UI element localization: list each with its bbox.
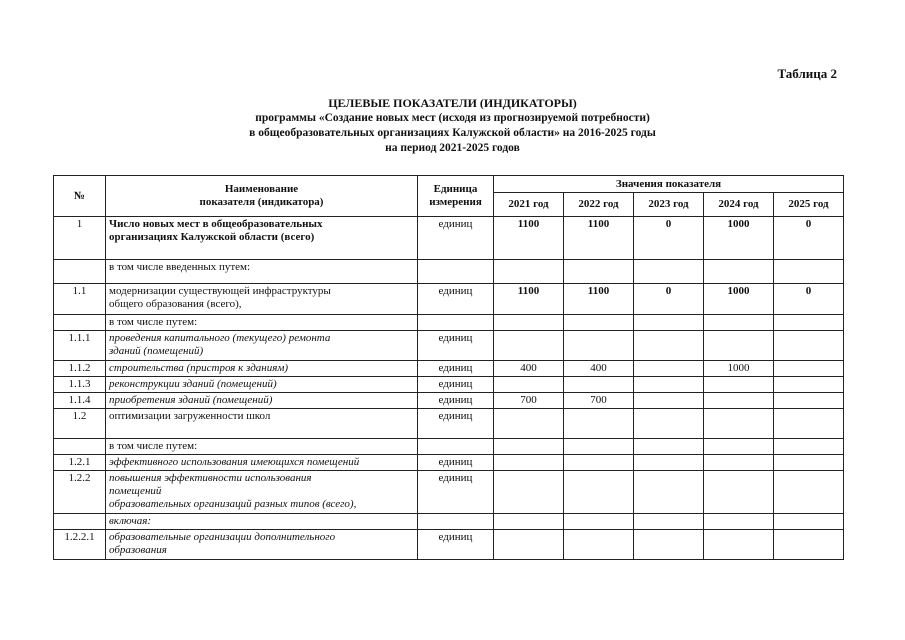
unit-cell: единиц (418, 393, 494, 409)
indicator-name: приобретения зданий (помещений) (106, 393, 418, 409)
value-cell-2022 (564, 455, 634, 471)
indicator-name (106, 530, 418, 560)
indicator-name: эффективного использования имеющихся помещений (106, 455, 418, 471)
value-cell-2023 (634, 530, 704, 560)
unit-cell: единиц (418, 530, 494, 560)
value-cell-2023 (634, 361, 704, 377)
row-number (54, 439, 106, 455)
value-cell-2023 (634, 315, 704, 331)
table-row (54, 260, 844, 284)
row-number: 1.2.2.1 (54, 530, 106, 560)
indicator-name-line: помещений (109, 485, 162, 497)
value-cell-2025 (774, 260, 844, 284)
value-cell-2023 (634, 439, 704, 455)
indicator-name: в том числе путем: (106, 439, 418, 455)
indicator-name-line: образовательные организации дополнительного (109, 531, 336, 543)
column-header-num: № (54, 176, 106, 217)
value-cell-2023 (634, 471, 704, 514)
value-cell-2023 (634, 260, 704, 284)
value-cell-2024: 1000 (704, 284, 774, 315)
table-row (54, 530, 844, 560)
column-header-unit (418, 176, 494, 217)
indicator-name-line: общего образования (всего), (109, 298, 242, 310)
value-cell-2022: 1100 (564, 284, 634, 315)
value-cell-2023: 0 (634, 217, 704, 260)
column-header-name (106, 176, 418, 217)
value-cell-2021 (494, 439, 564, 455)
unit-cell: единиц (418, 377, 494, 393)
value-cell-2024 (704, 393, 774, 409)
table-row (54, 439, 844, 455)
indicator-name (106, 471, 418, 514)
value-cell-2021 (494, 471, 564, 514)
row-number (54, 514, 106, 530)
indicator-name-line: организациях Калужской области (всего) (109, 231, 315, 243)
indicator-name-line: зданий (помещений) (109, 345, 204, 357)
value-cell-2025 (774, 331, 844, 361)
indicator-name (106, 284, 418, 315)
value-cell-2025 (774, 361, 844, 377)
row-number: 1.1 (54, 284, 106, 315)
table-row (54, 331, 844, 361)
value-cell-2023 (634, 514, 704, 530)
value-cell-2025 (774, 514, 844, 530)
value-cell-2024 (704, 471, 774, 514)
unit-cell: единиц (418, 217, 494, 260)
table-row (54, 393, 844, 409)
table-body (54, 217, 844, 560)
table-row (54, 361, 844, 377)
table-row (54, 217, 844, 260)
value-cell-2025 (774, 377, 844, 393)
indicator-name: оптимизации загруженности школ (106, 409, 418, 439)
column-header-year: 2021 год (494, 193, 564, 217)
value-cell-2024 (704, 530, 774, 560)
indicator-name: включая: (106, 514, 418, 530)
unit-cell: единиц (418, 455, 494, 471)
indicators-table (53, 175, 844, 560)
value-cell-2023 (634, 331, 704, 361)
value-cell-2021: 700 (494, 393, 564, 409)
column-header-year: 2024 год (704, 193, 774, 217)
indicator-name: в том числе введенных путем: (106, 260, 418, 284)
value-cell-2021 (494, 409, 564, 439)
value-cell-2022 (564, 315, 634, 331)
indicator-name-line: Число новых мест в общеобразовательных (109, 218, 323, 230)
unit-cell (418, 514, 494, 530)
indicator-name: в том числе путем: (106, 315, 418, 331)
value-cell-2023 (634, 393, 704, 409)
value-cell-2022 (564, 514, 634, 530)
row-number (54, 315, 106, 331)
value-cell-2022: 400 (564, 361, 634, 377)
unit-cell: единиц (418, 284, 494, 315)
value-cell-2024 (704, 315, 774, 331)
table-row (54, 471, 844, 514)
value-cell-2021: 1100 (494, 217, 564, 260)
value-cell-2022 (564, 409, 634, 439)
table-number-label: Таблица 2 (777, 66, 837, 81)
value-cell-2025: 0 (774, 217, 844, 260)
row-number: 1.2 (54, 409, 106, 439)
indicator-name-line: повышения эффективности использования (109, 472, 312, 484)
column-header-name-line: Наименование (224, 183, 299, 195)
unit-cell: единиц (418, 409, 494, 439)
table-row (54, 284, 844, 315)
unit-cell (418, 315, 494, 331)
heading-program-line: программы «Создание новых мест (исходя из прогнозируемой потребности) (255, 112, 650, 124)
row-number: 1.2.2 (54, 471, 106, 514)
value-cell-2025 (774, 409, 844, 439)
value-cell-2023 (634, 377, 704, 393)
indicator-name (106, 217, 418, 260)
unit-cell: единиц (418, 471, 494, 514)
value-cell-2022 (564, 260, 634, 284)
value-cell-2022 (564, 331, 634, 361)
row-number: 1.1.2 (54, 361, 106, 377)
value-cell-2025: 0 (774, 284, 844, 315)
value-cell-2021 (494, 315, 564, 331)
value-cell-2021 (494, 514, 564, 530)
value-cell-2022 (564, 439, 634, 455)
heading-period-line: на период 2021-2025 годов (385, 142, 520, 154)
value-cell-2023 (634, 409, 704, 439)
row-number: 1.1.4 (54, 393, 106, 409)
table-row (54, 377, 844, 393)
value-cell-2022: 700 (564, 393, 634, 409)
value-cell-2025 (774, 471, 844, 514)
column-header-unit-line: измерения (429, 196, 482, 208)
unit-cell: единиц (418, 361, 494, 377)
indicator-name-line: проведения капитального (текущего) ремонта (109, 332, 331, 344)
value-cell-2025 (774, 455, 844, 471)
value-cell-2024 (704, 455, 774, 471)
column-header-year: 2023 год (634, 193, 704, 217)
value-cell-2022 (564, 471, 634, 514)
value-cell-2024 (704, 439, 774, 455)
value-cell-2025 (774, 393, 844, 409)
value-cell-2024: 1000 (704, 361, 774, 377)
value-cell-2021: 1100 (494, 284, 564, 315)
table-row (54, 315, 844, 331)
heading-program-line: в общеобразовательных организациях Калужской области» на 2016-2025 годы (249, 127, 656, 139)
table-row (54, 514, 844, 530)
value-cell-2024 (704, 409, 774, 439)
indicator-name (106, 331, 418, 361)
value-cell-2024 (704, 331, 774, 361)
row-number: 1.1.3 (54, 377, 106, 393)
value-cell-2024: 1000 (704, 217, 774, 260)
value-cell-2024 (704, 377, 774, 393)
value-cell-2021: 400 (494, 361, 564, 377)
column-header-year: 2022 год (564, 193, 634, 217)
heading-title: ЦЕЛЕВЫЕ ПОКАЗАТЕЛИ (ИНДИКАТОРЫ) (328, 96, 577, 110)
indicator-name: строительства (пристроя к зданиям) (106, 361, 418, 377)
table-row (54, 409, 844, 439)
indicator-name-line: образования (109, 544, 167, 556)
column-header-values-group: Значения показателя (494, 176, 844, 193)
indicator-name-line: образовательных организаций разных типов (всего), (109, 498, 357, 510)
value-cell-2025 (774, 315, 844, 331)
row-number: 1.1.1 (54, 331, 106, 361)
value-cell-2022: 1100 (564, 217, 634, 260)
unit-cell: единиц (418, 331, 494, 361)
value-cell-2021 (494, 377, 564, 393)
value-cell-2024 (704, 260, 774, 284)
unit-cell (418, 439, 494, 455)
indicator-name-line: модернизации существующей инфраструктуры (109, 285, 331, 297)
row-number: 1.2.1 (54, 455, 106, 471)
value-cell-2022 (564, 530, 634, 560)
value-cell-2021 (494, 260, 564, 284)
value-cell-2023: 0 (634, 284, 704, 315)
column-header-year: 2025 год (774, 193, 844, 217)
value-cell-2022 (564, 377, 634, 393)
value-cell-2021 (494, 455, 564, 471)
column-header-unit-line: Единица (433, 183, 478, 195)
value-cell-2021 (494, 331, 564, 361)
document-heading (0, 96, 905, 156)
unit-cell (418, 260, 494, 284)
row-number (54, 260, 106, 284)
value-cell-2024 (704, 514, 774, 530)
row-number: 1 (54, 217, 106, 260)
table-row (54, 455, 844, 471)
value-cell-2021 (494, 530, 564, 560)
value-cell-2023 (634, 455, 704, 471)
indicator-name: реконструкции зданий (помещений) (106, 377, 418, 393)
table-header (54, 176, 844, 217)
value-cell-2025 (774, 439, 844, 455)
column-header-name-line: показателя (индикатора) (199, 196, 324, 208)
value-cell-2025 (774, 530, 844, 560)
